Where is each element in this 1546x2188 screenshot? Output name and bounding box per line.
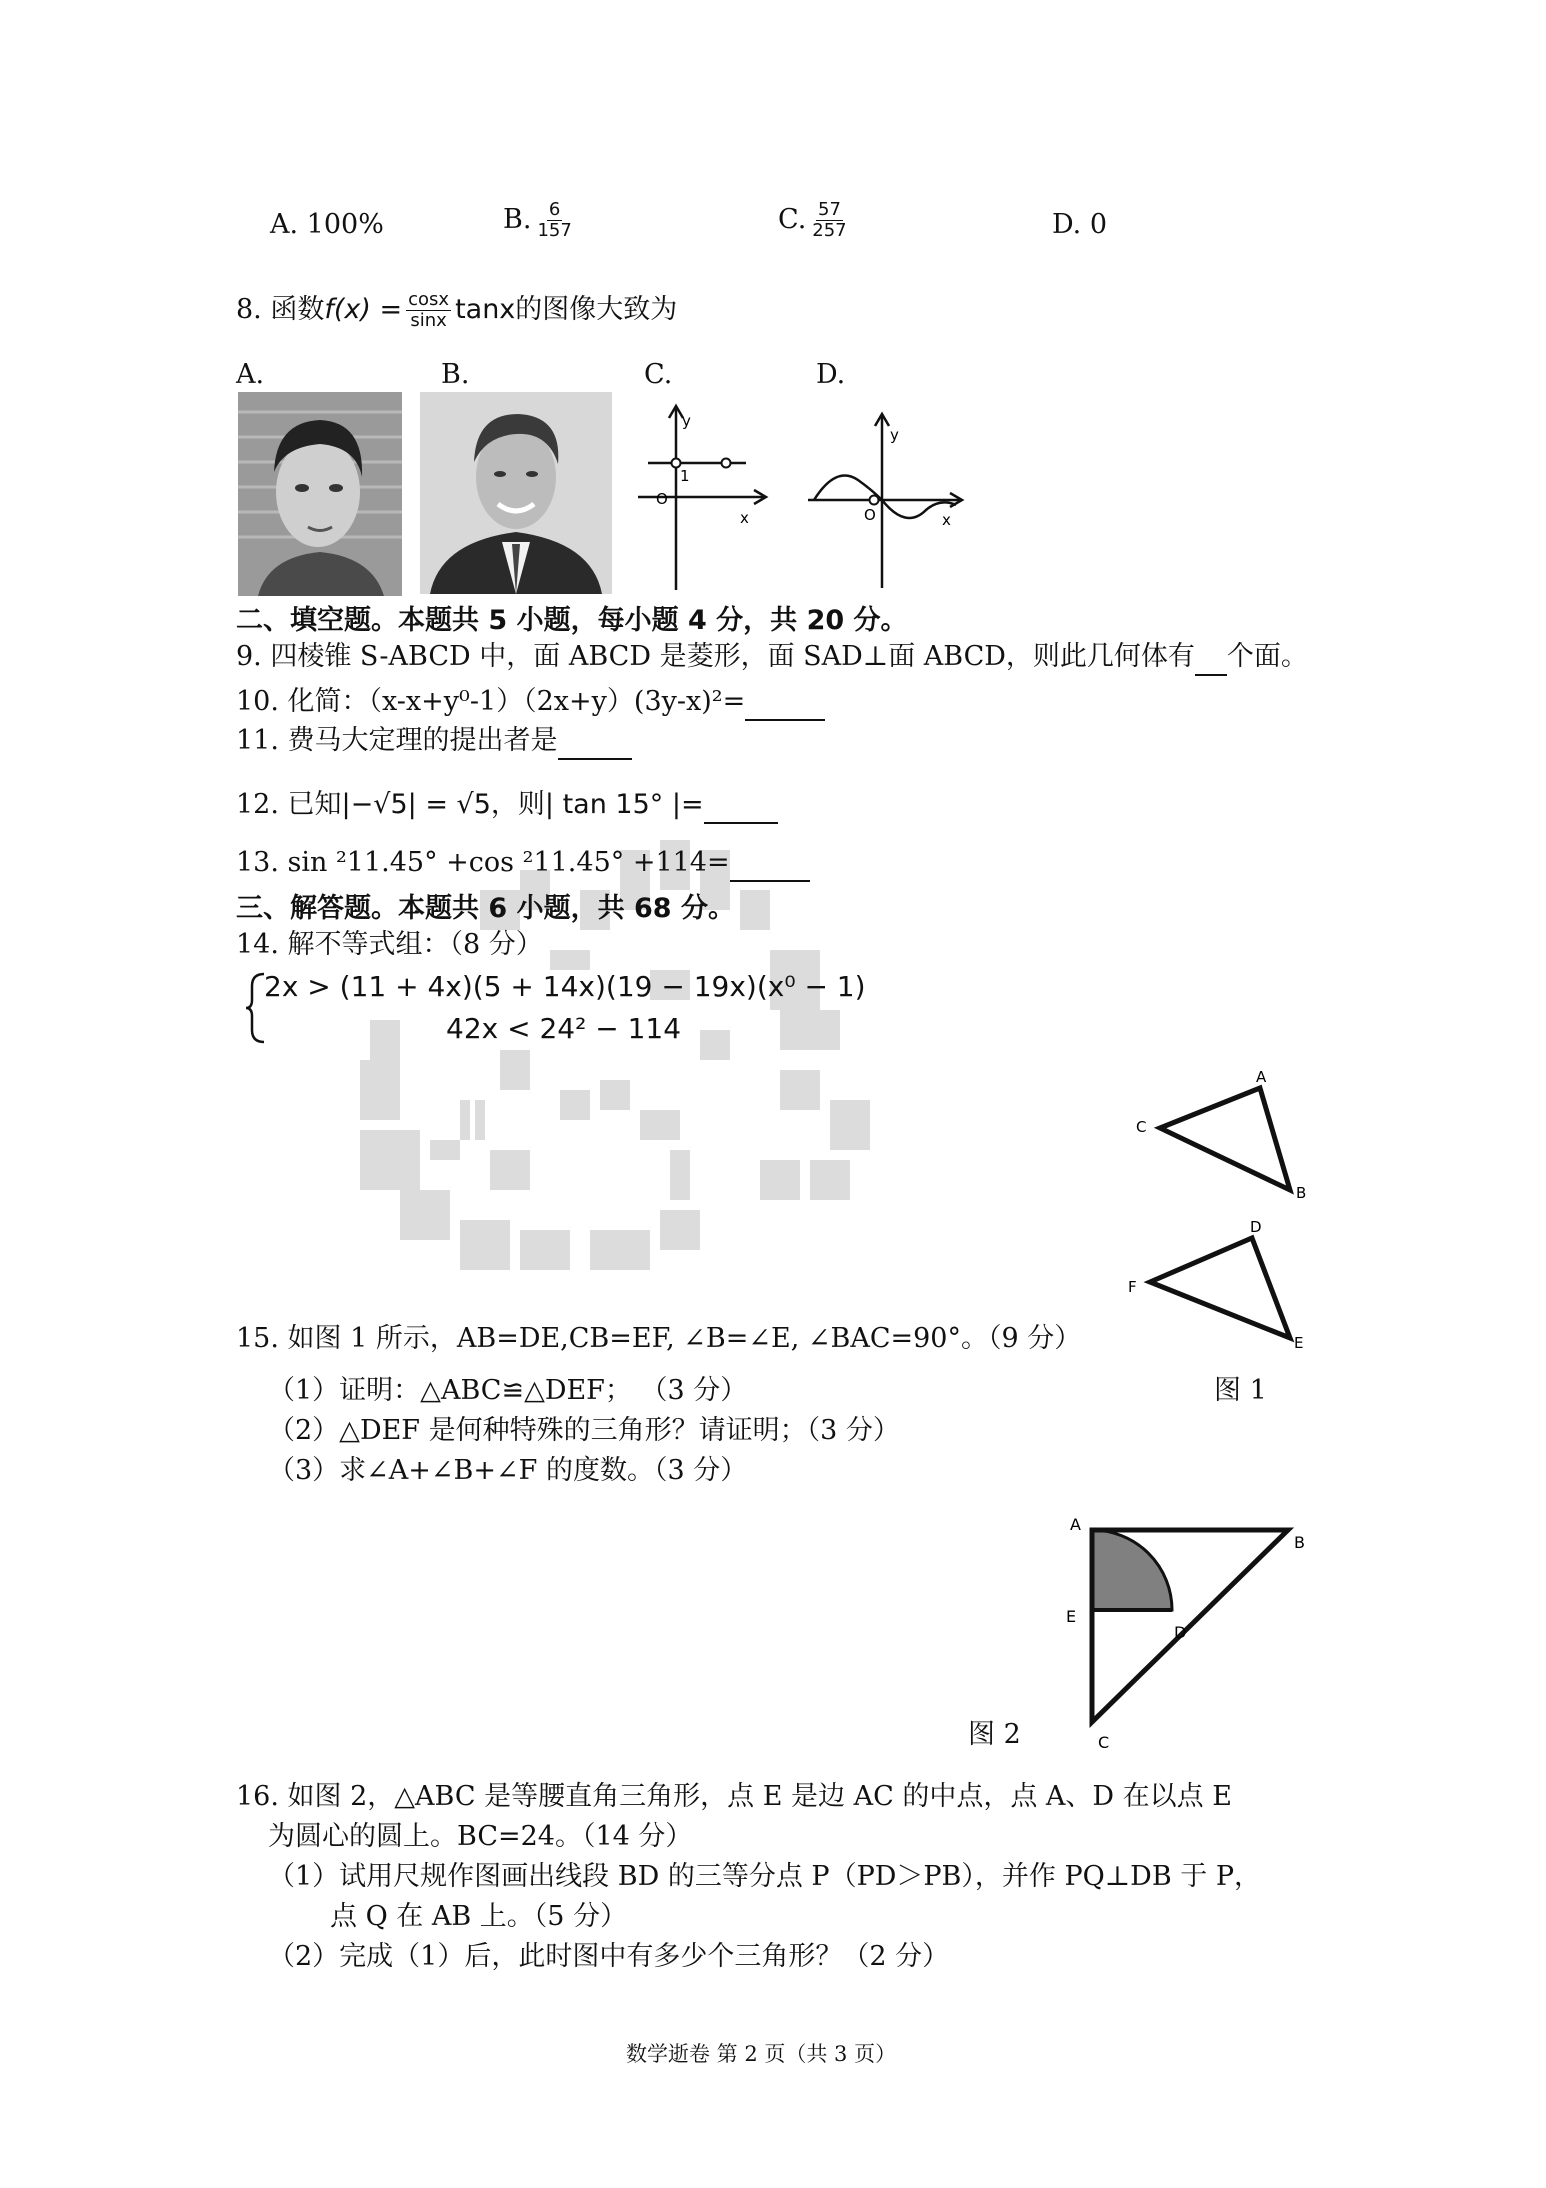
q14-inequality-2: 42x < 24² − 114 xyxy=(446,1012,682,1045)
q8-question: 8. 函数f(x) = $\frac{\cos x}{\sin x}$ tanx的图像大致为 xyxy=(236,289,678,331)
section-2-title: 二、填空题。本题共 5 小题，每小题 4 分，共 20 分。 xyxy=(236,605,908,636)
q8-option-a-image xyxy=(238,392,402,596)
q9-answer-blank[interactable] xyxy=(1195,640,1227,676)
graph-d-curve xyxy=(814,476,956,519)
q8-option-b-image xyxy=(420,392,612,594)
q9-question: 9. 四棱锥 S-ABCD 中，面 ABCD 是菱形，面 SAD⊥面 ABCD，则此几何体有 个面。 xyxy=(236,640,1308,676)
q8-label-c: C. xyxy=(644,359,673,390)
q12-answer-blank[interactable] xyxy=(704,788,778,824)
fig1-label-e: E xyxy=(1294,1334,1304,1352)
q15-part-1: （1）证明：△ABC≌△DEF； （3 分） xyxy=(268,1375,748,1406)
fig2-label-d: D xyxy=(1174,1623,1187,1642)
q8-label-d: D. xyxy=(816,359,846,390)
q10-question: 10. 化简：（x-x+y⁰-1）（2x+y）(3y-x)²= xyxy=(236,685,825,721)
graph-d-open-point xyxy=(870,496,879,505)
q15-part-3: （3）求∠A+∠B+∠F 的度数。（3 分） xyxy=(268,1455,748,1486)
fig2-label-a: A xyxy=(1070,1515,1081,1534)
graph-d-origin-label: O xyxy=(864,506,876,524)
q14-inequality-1: 2x > (11 + 4x)(5 + 14x)(19 − 19x)(x⁰ − 1) xyxy=(264,970,866,1003)
graph-c-one-label: 1 xyxy=(680,467,690,485)
q11-question: 11. 费马大定理的提出者是 xyxy=(236,724,632,760)
shaded-sector xyxy=(1092,1530,1172,1610)
graph-d-y-label: y xyxy=(890,426,899,444)
fig1-label-d: D xyxy=(1250,1218,1262,1236)
page-footer: 数学逝卷 第 2 页（共 3 页） xyxy=(626,2042,897,2066)
graph-c-x-label: x xyxy=(740,509,749,527)
figure-2-caption: 图 2 xyxy=(968,1719,1021,1750)
figure-1 xyxy=(1120,1060,1340,1360)
figure-1-caption: 图 1 xyxy=(1214,1375,1267,1406)
fig1-label-b: B xyxy=(1296,1184,1307,1202)
q14-question: 14. 解不等式组：（8 分） xyxy=(236,929,543,960)
q7-option-c: C. $\frac{57}{257}$ xyxy=(778,199,847,241)
fig2-label-b: B xyxy=(1294,1533,1305,1552)
q15-part-2: （2）△DEF 是何种特殊的三角形？请证明；（3 分） xyxy=(268,1415,900,1446)
q13-answer-blank[interactable] xyxy=(730,846,810,882)
graph-d-x-label: x xyxy=(942,511,951,529)
q8-label-b: B. xyxy=(441,359,470,390)
graph-c-open-point xyxy=(722,459,731,468)
q8-label-a: A. xyxy=(236,359,265,390)
q7-option-a: A. 100% xyxy=(270,209,384,240)
q15-question: 15. 如图 1 所示，AB=DE,CB=EF, ∠B=∠E, ∠BAC=90°。（9 分） xyxy=(236,1323,1082,1354)
graph-d-axes xyxy=(808,414,962,588)
fig2-label-c: C xyxy=(1098,1733,1110,1750)
fig2-label-e: E xyxy=(1066,1607,1077,1626)
q7-option-b: B. $\frac{6}{157}$ xyxy=(503,199,572,241)
graph-c-y-label: y xyxy=(682,412,691,430)
q8-option-d-graph xyxy=(806,410,966,590)
q10-answer-blank[interactable] xyxy=(745,685,825,721)
q16-part-1: （1）试用尺规作图画出线段 BD 的三等分点 P（PD＞PB），并作 PQ⊥DB 于 P， xyxy=(268,1861,1262,1892)
q12-question: 12. 已知|−√5| = √5，则| tan 15° |= xyxy=(236,788,778,824)
fig1-label-f: F xyxy=(1128,1278,1137,1296)
triangle-def xyxy=(1150,1238,1290,1338)
graph-c-origin-label: O xyxy=(656,490,668,508)
fig1-label-c: C xyxy=(1136,1118,1147,1136)
figure-2 xyxy=(1056,1510,1316,1750)
q16-question-line-1: 16. 如图 2，△ABC 是等腰直角三角形，点 E 是边 AC 的中点，点 A、D 在以点 E xyxy=(236,1781,1232,1812)
q16-question-line-2: 为圆心的圆上。BC=24。（14 分） xyxy=(268,1821,693,1852)
fig1-label-a: A xyxy=(1256,1068,1267,1086)
q16-part-2: （2）完成（1）后，此时图中有多少个三角形？（2 分） xyxy=(268,1941,950,1972)
q11-answer-blank[interactable] xyxy=(558,724,632,760)
q7-option-d: D. 0 xyxy=(1052,209,1108,240)
q16-part-1-cont: 点 Q 在 AB 上。（5 分） xyxy=(330,1901,628,1932)
triangle-abc xyxy=(1160,1088,1290,1190)
q13-question: 13. sin ²11.45° +cos ²11.45° +114= xyxy=(236,846,810,882)
section-3-title: 三、解答题。本题共 6 小题，共 68 分。 xyxy=(236,893,735,924)
q8-option-c-graph xyxy=(636,400,776,590)
